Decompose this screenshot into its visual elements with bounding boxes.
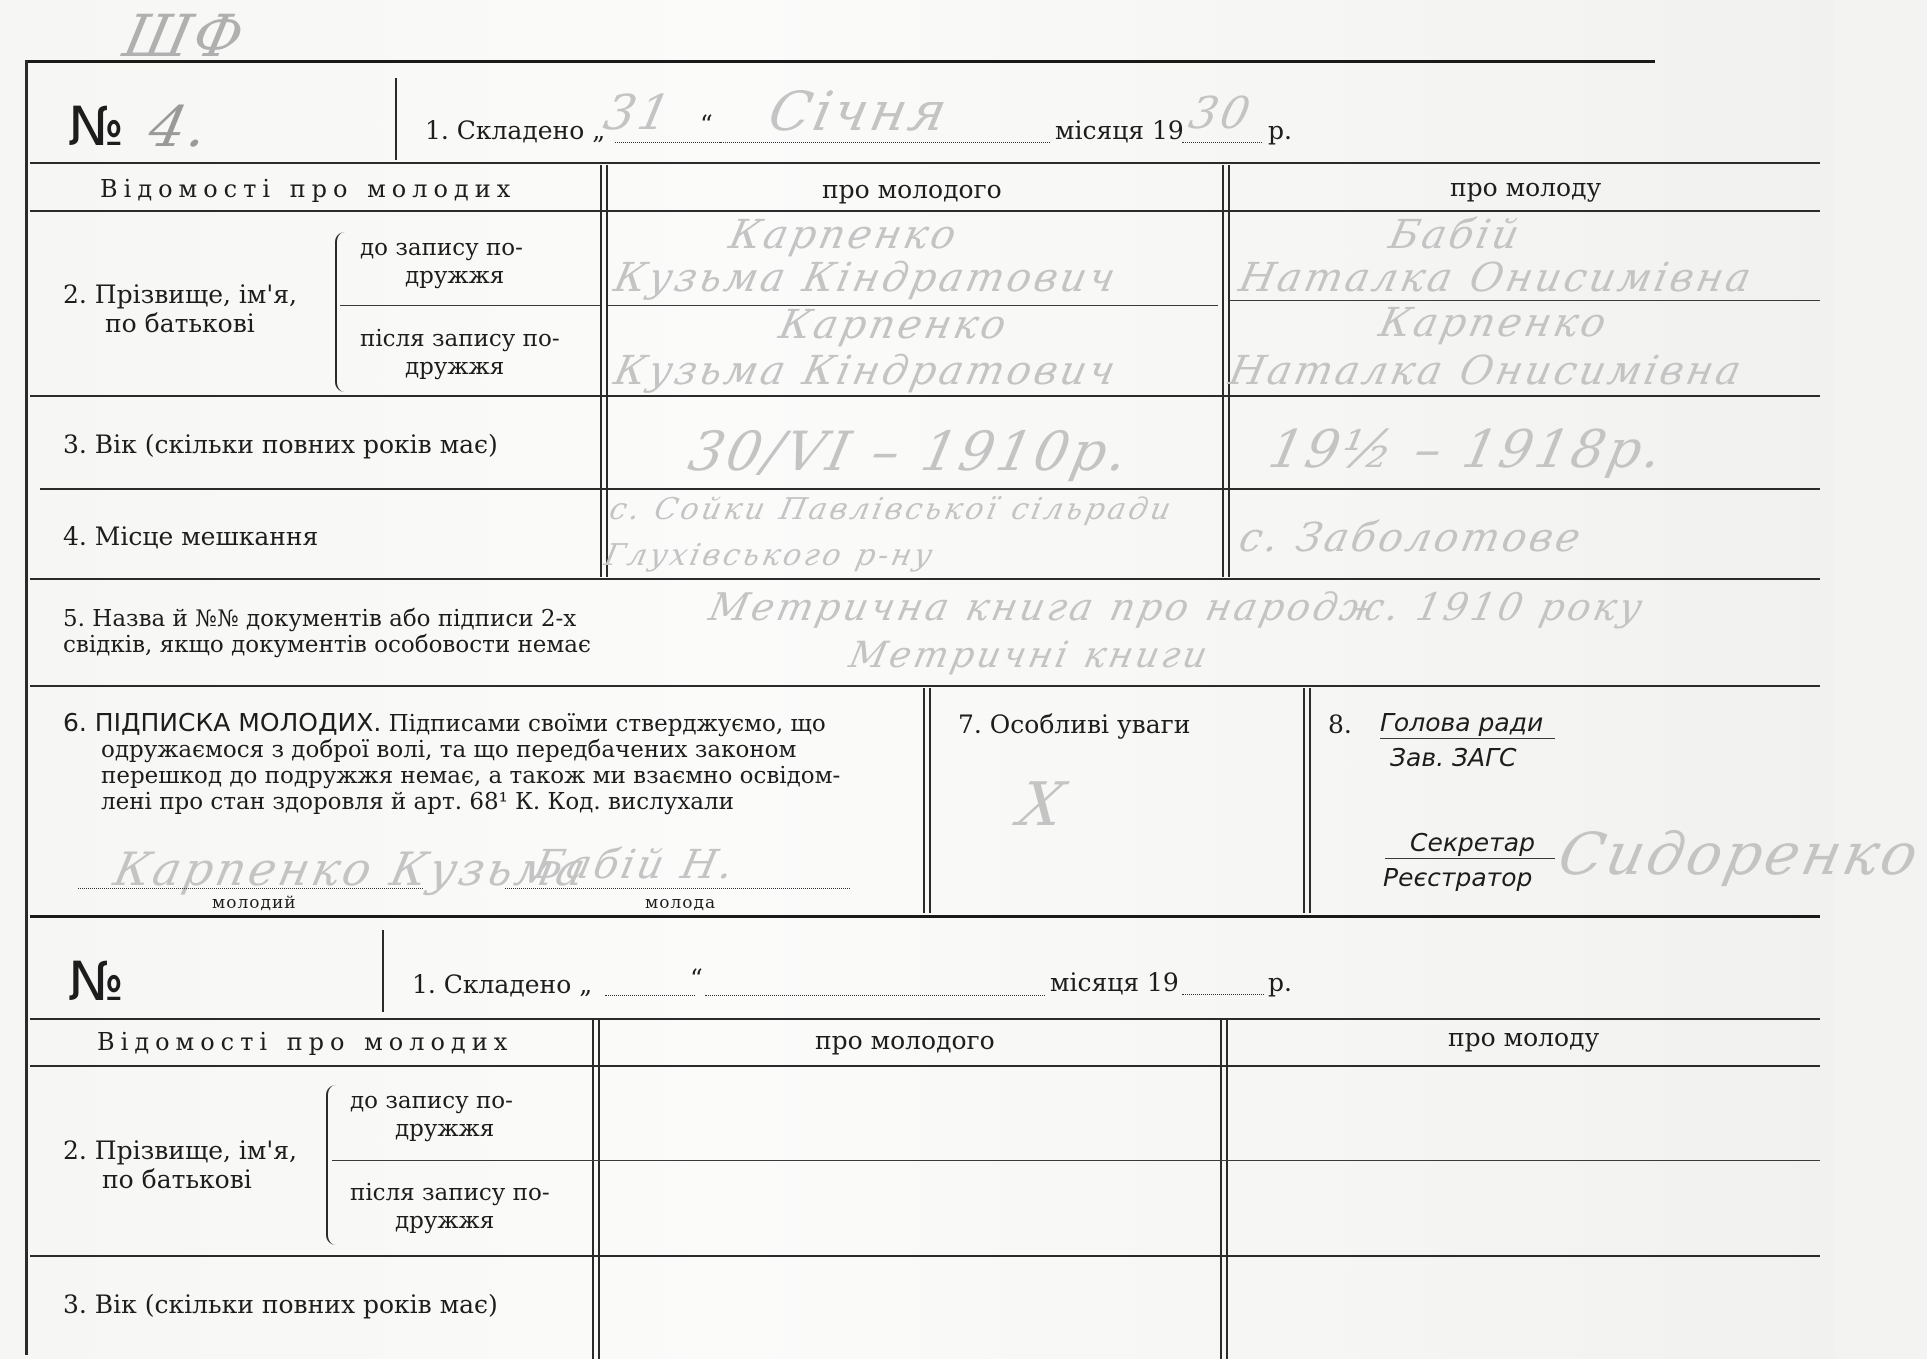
brace — [335, 232, 349, 392]
month-year-label: місяця 19 — [1055, 116, 1184, 145]
field2-label-line1: 2. Прізвище, ім'я, — [63, 280, 297, 309]
record2-groom-header: про молодого — [815, 1026, 995, 1055]
record-number-value: 4. — [143, 95, 217, 160]
record2-before-line2: дружжя — [395, 1116, 495, 1142]
row-line — [30, 395, 1820, 397]
record2-after-line1: після запису по- — [350, 1180, 550, 1206]
field5-label: 5. Назва й №№ документів або підписи 2-х свідків, якщо документів особовости немає — [63, 606, 591, 658]
record2-close-quote: “ — [690, 964, 703, 993]
col-divider — [1303, 688, 1311, 913]
after-registration-line2: дружжя — [405, 354, 505, 380]
secretary-label: Секретар — [1410, 828, 1535, 857]
groom-caption: молодий — [212, 893, 297, 913]
registrar-label: Реєстратор — [1383, 863, 1533, 892]
record-number-sign: № — [68, 95, 125, 158]
year-abbrev: р. — [1268, 116, 1292, 145]
compiled-year-suffix: 30 — [1184, 88, 1258, 139]
before-registration-line2: дружжя — [405, 263, 505, 289]
top-border — [25, 60, 1655, 63]
record2-before-line1: до запису по- — [350, 1088, 513, 1114]
row-line — [30, 162, 1820, 164]
row-line — [30, 1065, 1820, 1067]
field2-label-line2: по батькові — [105, 309, 255, 338]
record2-compiled-label: 1. Складено „ — [412, 970, 593, 999]
documents-line1: Метрична книга про народж. 1910 року — [705, 585, 1650, 629]
title-underline — [1380, 738, 1555, 739]
col-divider — [592, 1020, 600, 1359]
compiled-label: 1. Складено „ — [425, 116, 606, 145]
record2-year-abbrev: р. — [1268, 968, 1292, 997]
header-divider — [395, 78, 397, 160]
year-line — [1182, 142, 1262, 143]
day-line — [605, 995, 695, 996]
title-underline — [1385, 858, 1555, 859]
sub-line — [340, 305, 600, 306]
row-line — [30, 1255, 1820, 1257]
groom-header: про молодого — [822, 175, 1002, 204]
record2-after-line2: дружжя — [395, 1208, 495, 1234]
bride-header: про молоду — [1450, 173, 1602, 202]
row-line — [30, 685, 1820, 687]
groom-before-surname: Карпенко — [725, 212, 964, 258]
row-line — [30, 578, 1820, 580]
documents-line2: Метричні книги — [845, 635, 1214, 676]
groom-signature: Карпенко Кузьма — [109, 842, 594, 896]
brace — [326, 1085, 340, 1245]
field6-statement: 6. ПІДПИСКА МОЛОДИХ. Підписами своїми стверджуємо, що одружаємося з доброї волі, та що передбачених законом перешкод до подружжя немає, а також ми взаємно освідом- лені про стан здоровля й арт. 68¹ К. Код. вислухали — [63, 708, 841, 815]
record2-field2-label-line1: 2. Прізвище, ім'я, — [63, 1136, 297, 1165]
close-quote: “ — [700, 110, 713, 139]
bride-before-surname: Бабій — [1385, 212, 1527, 258]
field7-mark: Х — [1012, 770, 1074, 840]
field3-label: 3. Вік (скільки повних років має) — [63, 430, 498, 459]
after-registration-line1: після запису по- — [360, 326, 560, 352]
section-header: Відомості про молодих — [100, 175, 517, 203]
sub-line — [332, 1160, 1820, 1161]
groom-residence-line2: Глухівського р-ну — [601, 538, 939, 573]
field4-label: 4. Місце мешкання — [63, 522, 319, 551]
record2-bride-header: про молоду — [1448, 1023, 1600, 1052]
bride-after-name: Наталка Онисимівна — [1225, 348, 1748, 394]
row-line — [30, 1018, 1820, 1020]
left-border — [25, 60, 28, 1355]
compiled-month: Січня — [763, 80, 956, 143]
groom-age: 30/VI – 1910р. — [683, 420, 1137, 483]
corner-handwritten-mark: ШФ — [117, 2, 253, 70]
signature-line-groom — [78, 888, 423, 889]
before-registration-line1: до запису по- — [360, 235, 523, 261]
groom-before-name: Кузьма Кіндратович — [610, 255, 1123, 301]
bride-signature: Бабій Н. — [530, 842, 741, 888]
bride-after-surname: Карпенко — [1375, 300, 1614, 346]
bride-caption: молода — [645, 893, 717, 913]
record2-section-header: Відомості про молодих — [97, 1028, 514, 1056]
zags-head-label: Зав. ЗАГС — [1390, 743, 1517, 772]
col-divider — [923, 688, 931, 913]
col-divider — [1220, 1020, 1228, 1359]
year-line — [1182, 994, 1264, 995]
row-line — [40, 488, 1820, 490]
field8-number: 8. — [1328, 710, 1352, 739]
header-divider — [382, 930, 384, 1012]
record-separator — [30, 915, 1820, 918]
compiled-day: 31 — [599, 85, 679, 141]
month-line — [705, 995, 1045, 996]
council-head-label: Голова ради — [1380, 708, 1544, 737]
signature-line-bride — [505, 888, 850, 889]
col-divider — [600, 165, 608, 577]
field7-label: 7. Особливі уваги — [958, 710, 1191, 739]
bride-before-name: Наталка Онисимівна — [1235, 255, 1758, 301]
groom-after-name: Кузьма Кіндратович — [610, 348, 1123, 394]
record2-month-year-label: місяця 19 — [1050, 968, 1179, 997]
record2-field3-label: 3. Вік (скільки повних років має) — [63, 1290, 498, 1319]
record2-number-sign: № — [68, 950, 125, 1013]
bride-residence: с. Заболотове — [1235, 515, 1588, 561]
groom-residence-line1: с. Сойки Павлівської сільради — [606, 492, 1177, 527]
groom-after-surname: Карпенко — [775, 302, 1014, 348]
bride-age: 19½ – 1918р. — [1263, 420, 1671, 480]
registrar-signature: Сидоренко — [1552, 820, 1927, 888]
record2-field2-label-line2: по батькові — [102, 1165, 252, 1194]
day-line — [615, 142, 720, 143]
